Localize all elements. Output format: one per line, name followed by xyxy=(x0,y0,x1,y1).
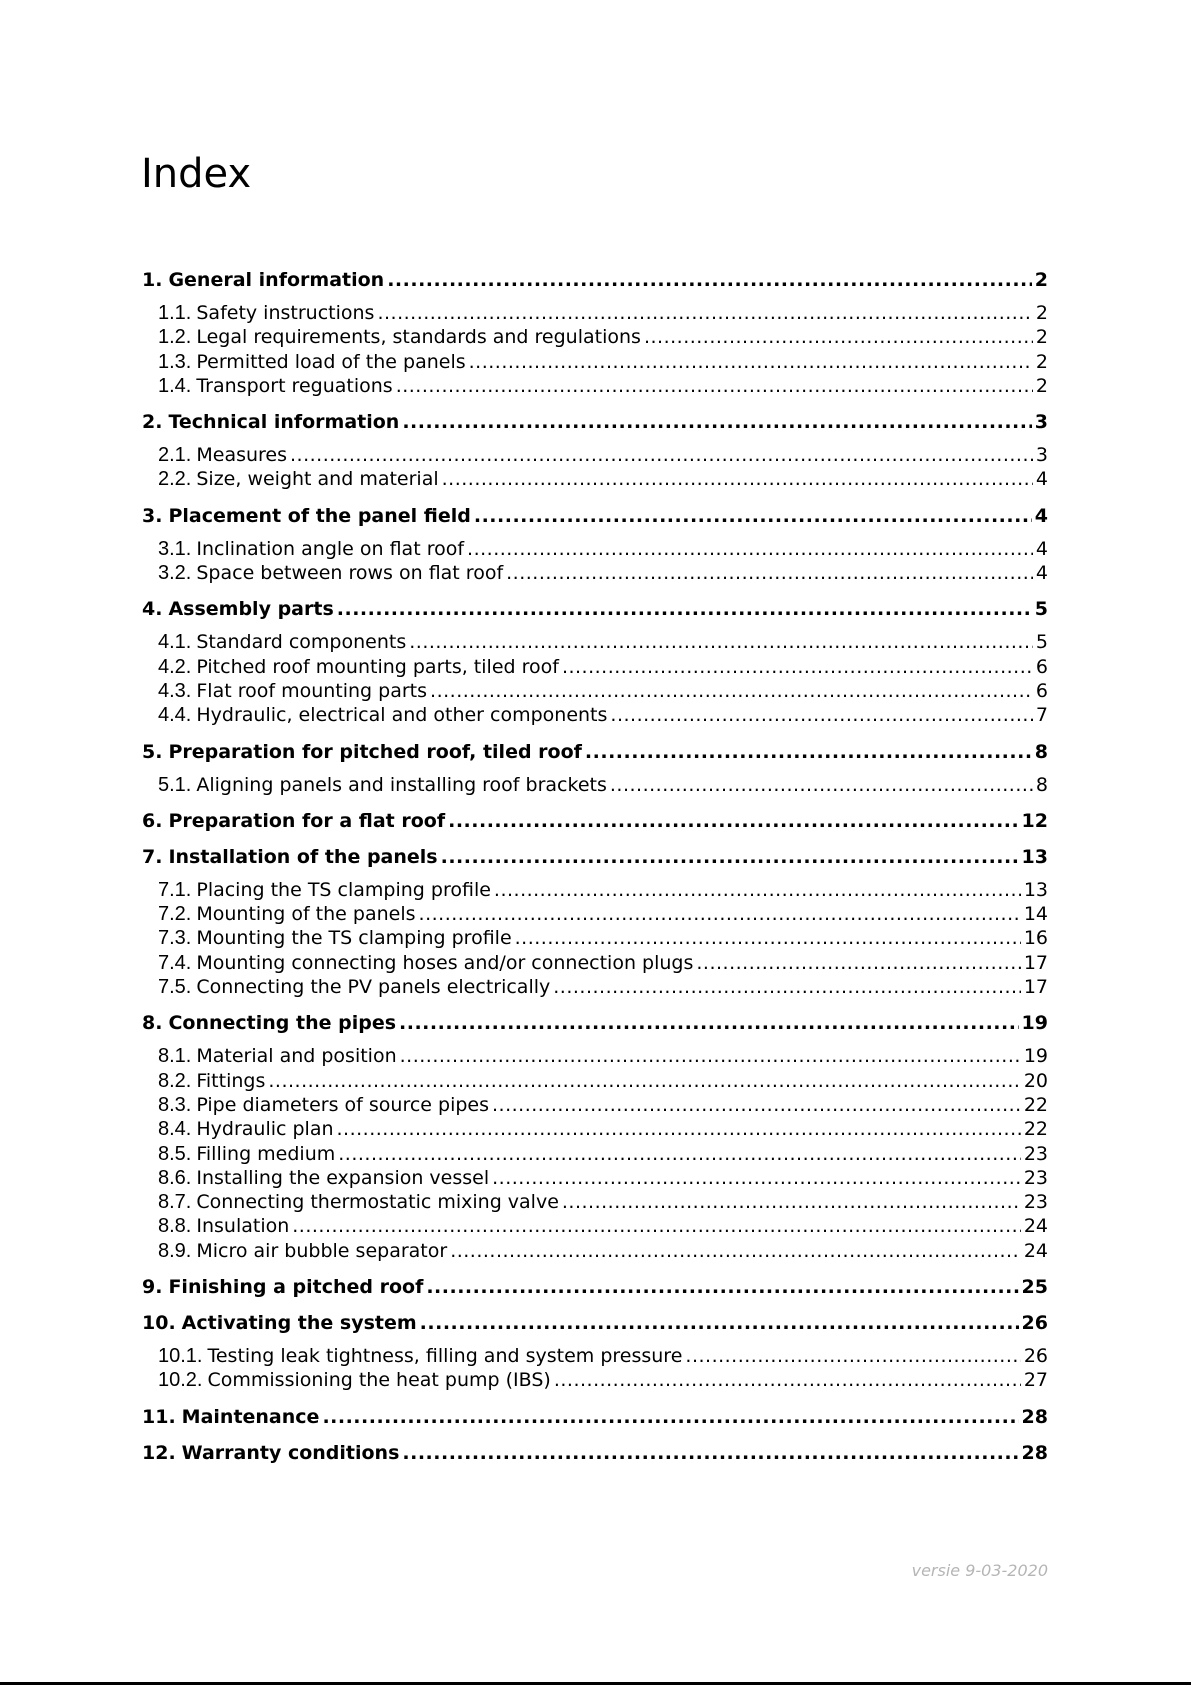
section-number: 4.2. xyxy=(158,655,192,678)
dot-leader xyxy=(610,703,1032,727)
section-title: Micro air bubble separator xyxy=(196,1239,448,1262)
toc-chapter[interactable] xyxy=(142,504,1048,528)
toc-section[interactable] xyxy=(142,1239,1048,1263)
section-page-number: 2 xyxy=(1035,350,1048,373)
dot-leader xyxy=(337,1117,1021,1141)
toc-section-group xyxy=(142,301,1048,398)
section-page-number: 13 xyxy=(1023,878,1048,901)
section-number: 7.4. xyxy=(158,951,192,974)
chapter-page-number: 4 xyxy=(1034,504,1048,527)
toc-chapter[interactable] xyxy=(142,410,1048,434)
section-number: 1.4. xyxy=(158,374,192,397)
section-number: 1.1. xyxy=(158,302,192,324)
section-title: Connecting the PV panels electrically xyxy=(196,976,551,999)
chapter-page-number: 2 xyxy=(1034,269,1048,291)
toc-section[interactable] xyxy=(142,655,1048,679)
section-number: 4.3. xyxy=(158,679,192,702)
toc-section[interactable] xyxy=(142,975,1048,999)
section-title: Pitched roof mounting parts, tiled roof xyxy=(196,655,559,678)
chapter-page-number: 5 xyxy=(1034,598,1048,621)
toc-section[interactable] xyxy=(142,1093,1048,1117)
section-title: Permitted load of the panels xyxy=(196,350,466,373)
toc-section[interactable] xyxy=(142,1214,1048,1238)
dot-leader xyxy=(402,1441,1018,1465)
chapter-page-number: 3 xyxy=(1034,411,1048,434)
section-page-number: 22 xyxy=(1023,1118,1048,1141)
dot-leader xyxy=(553,975,1021,999)
section-page-number: 24 xyxy=(1023,1215,1048,1238)
toc-chapter[interactable] xyxy=(142,740,1048,764)
section-page-number: 8 xyxy=(1035,773,1048,796)
section-number: 7.1. xyxy=(158,878,192,901)
chapter-number: 10. xyxy=(142,1312,176,1335)
section-title: Legal requirements, standards and regulations xyxy=(196,326,641,349)
toc-chapter[interactable] xyxy=(142,1441,1048,1465)
chapter-title: Preparation for pitched roof, tiled roof xyxy=(168,740,582,763)
dot-leader xyxy=(419,902,1021,926)
dot-leader xyxy=(396,374,1033,398)
chapter-page-number: 19 xyxy=(1021,1012,1048,1035)
dot-leader xyxy=(515,926,1021,950)
chapter-title: Placement of the panel field xyxy=(168,504,471,527)
section-title: Transport reguations xyxy=(196,374,393,397)
toc-section[interactable] xyxy=(142,679,1048,703)
section-page-number: 4 xyxy=(1035,537,1048,560)
section-number: 8.1. xyxy=(158,1045,192,1068)
toc-section-group xyxy=(142,1344,1048,1393)
section-title: Mounting connecting hoses and/or connection plugs xyxy=(196,951,694,974)
section-number: 8.8. xyxy=(158,1215,192,1238)
toc-chapter[interactable] xyxy=(142,1311,1048,1335)
chapter-title: Finishing a pitched roof xyxy=(168,1276,424,1299)
section-number: 1.3. xyxy=(158,350,192,373)
toc-chapter[interactable] xyxy=(142,268,1048,292)
dot-leader xyxy=(494,878,1021,902)
toc-section[interactable] xyxy=(142,1044,1048,1068)
section-page-number: 7 xyxy=(1035,704,1048,727)
section-page-number: 24 xyxy=(1023,1239,1048,1262)
section-number: 8.7. xyxy=(158,1191,192,1214)
dot-leader xyxy=(402,410,1031,434)
section-page-number: 6 xyxy=(1035,655,1048,678)
dot-leader xyxy=(426,1275,1018,1299)
section-page-number: 20 xyxy=(1023,1069,1048,1092)
dot-leader xyxy=(610,773,1033,797)
dot-leader xyxy=(492,1093,1021,1117)
section-title: Filling medium xyxy=(196,1142,336,1165)
toc-chapter[interactable] xyxy=(142,1011,1048,1035)
chapter-number: 3. xyxy=(142,504,163,527)
chapter-page-number: 25 xyxy=(1021,1276,1048,1299)
section-number: 10.1. xyxy=(158,1345,203,1368)
toc-section[interactable] xyxy=(142,1117,1048,1141)
toc-section[interactable] xyxy=(142,1142,1048,1166)
section-number: 8.5. xyxy=(158,1142,192,1165)
toc-section[interactable] xyxy=(142,537,1048,561)
section-title: Space between rows on flat roof xyxy=(196,562,504,585)
toc-chapter[interactable] xyxy=(142,809,1048,833)
section-number: 8.9. xyxy=(158,1239,192,1262)
section-title: Measures xyxy=(196,444,288,467)
toc-section[interactable] xyxy=(142,1190,1048,1214)
chapter-page-number: 28 xyxy=(1021,1405,1048,1428)
dot-leader xyxy=(474,504,1032,528)
dot-leader xyxy=(450,1239,1021,1263)
toc-section[interactable] xyxy=(142,951,1048,975)
section-number: 7.2. xyxy=(158,903,192,926)
section-title: Installing the expansion vessel xyxy=(196,1166,490,1189)
section-number: 4.4. xyxy=(158,704,192,727)
chapter-number: 8. xyxy=(142,1012,163,1035)
toc-section[interactable] xyxy=(142,773,1048,797)
section-number: 3.1. xyxy=(158,537,192,560)
section-number: 7.5. xyxy=(158,976,192,999)
toc-section[interactable] xyxy=(142,878,1048,902)
section-title: Size, weight and material xyxy=(196,468,439,491)
section-title: Commissioning the heat pump (IBS) xyxy=(207,1369,551,1392)
dot-leader xyxy=(685,1344,1020,1368)
toc-section[interactable] xyxy=(142,561,1048,585)
section-title: Safety instructions xyxy=(196,302,375,324)
chapter-title: Technical information xyxy=(168,411,400,434)
section-page-number: 19 xyxy=(1023,1045,1048,1068)
dot-leader xyxy=(377,301,1032,325)
toc-section-group xyxy=(142,630,1048,727)
section-page-number: 2 xyxy=(1035,326,1048,349)
section-page-number: 17 xyxy=(1023,976,1048,999)
section-page-number: 26 xyxy=(1023,1345,1048,1368)
toc-section-group xyxy=(142,443,1048,492)
section-number: 2.2. xyxy=(158,468,192,491)
dot-leader xyxy=(409,630,1033,654)
dot-leader xyxy=(696,951,1020,975)
section-page-number: 27 xyxy=(1023,1369,1048,1392)
section-number: 8.4. xyxy=(158,1118,192,1141)
chapter-number: 2. xyxy=(142,411,163,434)
toc-chapter[interactable] xyxy=(142,845,1048,869)
section-page-number: 14 xyxy=(1023,903,1048,926)
dot-leader xyxy=(322,1405,1018,1429)
section-page-number: 17 xyxy=(1023,951,1048,974)
dot-leader xyxy=(399,1011,1019,1035)
chapter-number: 7. xyxy=(142,845,163,868)
section-title: Standard components xyxy=(196,631,407,654)
section-title: Hydraulic, electrical and other components xyxy=(196,704,608,727)
chapter-page-number: 28 xyxy=(1021,1441,1048,1464)
dot-leader xyxy=(387,268,1032,292)
chapter-number: 9. xyxy=(142,1276,163,1299)
version-label: versie 9-03-2020 xyxy=(911,1561,1048,1580)
section-number: 7.3. xyxy=(158,927,192,950)
toc-section[interactable] xyxy=(142,630,1048,654)
toc-section[interactable] xyxy=(142,467,1048,491)
toc-section[interactable] xyxy=(142,325,1048,349)
chapter-title: Installation of the panels xyxy=(168,845,438,868)
chapter-title: Assembly parts xyxy=(168,598,334,621)
section-page-number: 5 xyxy=(1035,631,1048,654)
toc-chapter[interactable] xyxy=(142,597,1048,621)
section-title: Flat roof mounting parts xyxy=(196,679,428,702)
section-page-number: 3 xyxy=(1035,444,1048,467)
chapter-title: Preparation for a flat roof xyxy=(168,809,446,832)
dot-leader xyxy=(585,740,1032,764)
dot-leader xyxy=(562,655,1033,679)
toc-section-group xyxy=(142,773,1048,797)
section-number: 10.2. xyxy=(158,1369,203,1392)
section-number: 4.1. xyxy=(158,631,192,654)
toc-section[interactable] xyxy=(142,1368,1048,1392)
section-number: 2.1. xyxy=(158,444,192,467)
dot-leader xyxy=(644,325,1033,349)
section-title: Fittings xyxy=(196,1069,266,1092)
toc-section[interactable] xyxy=(142,1069,1048,1093)
chapter-number: 12. xyxy=(142,1441,176,1464)
section-page-number: 22 xyxy=(1023,1093,1048,1116)
section-number: 5.1. xyxy=(158,773,192,796)
chapter-title: Activating the system xyxy=(181,1312,417,1335)
section-title: Mounting the TS clamping profile xyxy=(196,927,512,950)
section-title: Testing leak tightness, filling and system pressure xyxy=(207,1345,683,1368)
section-title: Hydraulic plan xyxy=(196,1118,334,1141)
dot-leader xyxy=(467,537,1033,561)
section-number: 8.2. xyxy=(158,1069,192,1092)
page-title: Index xyxy=(141,151,252,197)
dot-leader xyxy=(506,561,1033,585)
dot-leader xyxy=(469,350,1033,374)
toc-section-group xyxy=(142,1044,1048,1263)
toc-chapter[interactable] xyxy=(142,1275,1048,1299)
section-title: Placing the TS clamping profile xyxy=(196,878,491,901)
chapter-number: 6. xyxy=(142,809,163,832)
dot-leader xyxy=(400,1044,1021,1068)
dot-leader xyxy=(442,467,1033,491)
section-page-number: 23 xyxy=(1023,1166,1048,1189)
toc-section[interactable] xyxy=(142,350,1048,374)
toc-section[interactable] xyxy=(142,926,1048,950)
section-page-number: 23 xyxy=(1023,1142,1048,1165)
chapter-number: 11. xyxy=(142,1405,176,1428)
section-page-number: 23 xyxy=(1023,1191,1048,1214)
toc-chapter[interactable] xyxy=(142,1405,1048,1429)
chapter-title: Maintenance xyxy=(181,1405,320,1428)
chapter-number: 1. xyxy=(142,269,163,291)
dot-leader xyxy=(430,679,1033,703)
toc-section-group xyxy=(142,878,1048,999)
section-title: Insulation xyxy=(196,1215,290,1238)
toc-section[interactable] xyxy=(142,301,1048,325)
dot-leader xyxy=(268,1069,1020,1093)
toc-section[interactable] xyxy=(142,374,1048,398)
toc-section[interactable] xyxy=(142,443,1048,467)
section-number: 3.2. xyxy=(158,562,192,585)
toc-section-group xyxy=(142,537,1048,586)
section-title: Connecting thermostatic mixing valve xyxy=(196,1191,559,1214)
dot-leader xyxy=(554,1368,1021,1392)
dot-leader xyxy=(448,809,1018,833)
dot-leader xyxy=(290,443,1033,467)
chapter-title: Connecting the pipes xyxy=(168,1012,397,1035)
dot-leader xyxy=(420,1311,1019,1335)
section-number: 8.3. xyxy=(158,1093,192,1116)
section-title: Inclination angle on flat roof xyxy=(196,537,465,560)
chapter-number: 4. xyxy=(142,598,163,621)
section-page-number: 4 xyxy=(1035,468,1048,491)
section-page-number: 4 xyxy=(1035,562,1048,585)
section-page-number: 6 xyxy=(1035,679,1048,702)
section-title: Material and position xyxy=(196,1045,397,1068)
section-title: Mounting of the panels xyxy=(196,903,416,926)
dot-leader xyxy=(292,1214,1021,1238)
dot-leader xyxy=(337,597,1032,621)
section-page-number: 16 xyxy=(1023,927,1048,950)
section-number: 8.6. xyxy=(158,1166,192,1189)
dot-leader xyxy=(562,1190,1021,1214)
dot-leader xyxy=(441,845,1019,869)
dot-leader xyxy=(492,1166,1021,1190)
toc-section[interactable] xyxy=(142,1344,1048,1368)
dot-leader xyxy=(338,1142,1021,1166)
chapter-page-number: 26 xyxy=(1021,1312,1048,1335)
chapter-page-number: 12 xyxy=(1021,809,1048,832)
chapter-title: Warranty conditions xyxy=(181,1441,400,1464)
chapter-number: 5. xyxy=(142,740,163,763)
section-number: 1.2. xyxy=(158,326,192,349)
section-page-number: 2 xyxy=(1035,374,1048,397)
table-of-contents xyxy=(142,268,1048,1465)
toc-section[interactable] xyxy=(142,902,1048,926)
section-page-number: 2 xyxy=(1035,302,1048,324)
toc-section[interactable] xyxy=(142,1166,1048,1190)
section-title: Aligning panels and installing roof brackets xyxy=(196,773,607,796)
section-title: Pipe diameters of source pipes xyxy=(196,1093,490,1116)
chapter-title: General information xyxy=(168,269,385,291)
toc-section[interactable] xyxy=(142,703,1048,727)
chapter-page-number: 8 xyxy=(1034,740,1048,763)
chapter-page-number: 13 xyxy=(1021,845,1048,868)
